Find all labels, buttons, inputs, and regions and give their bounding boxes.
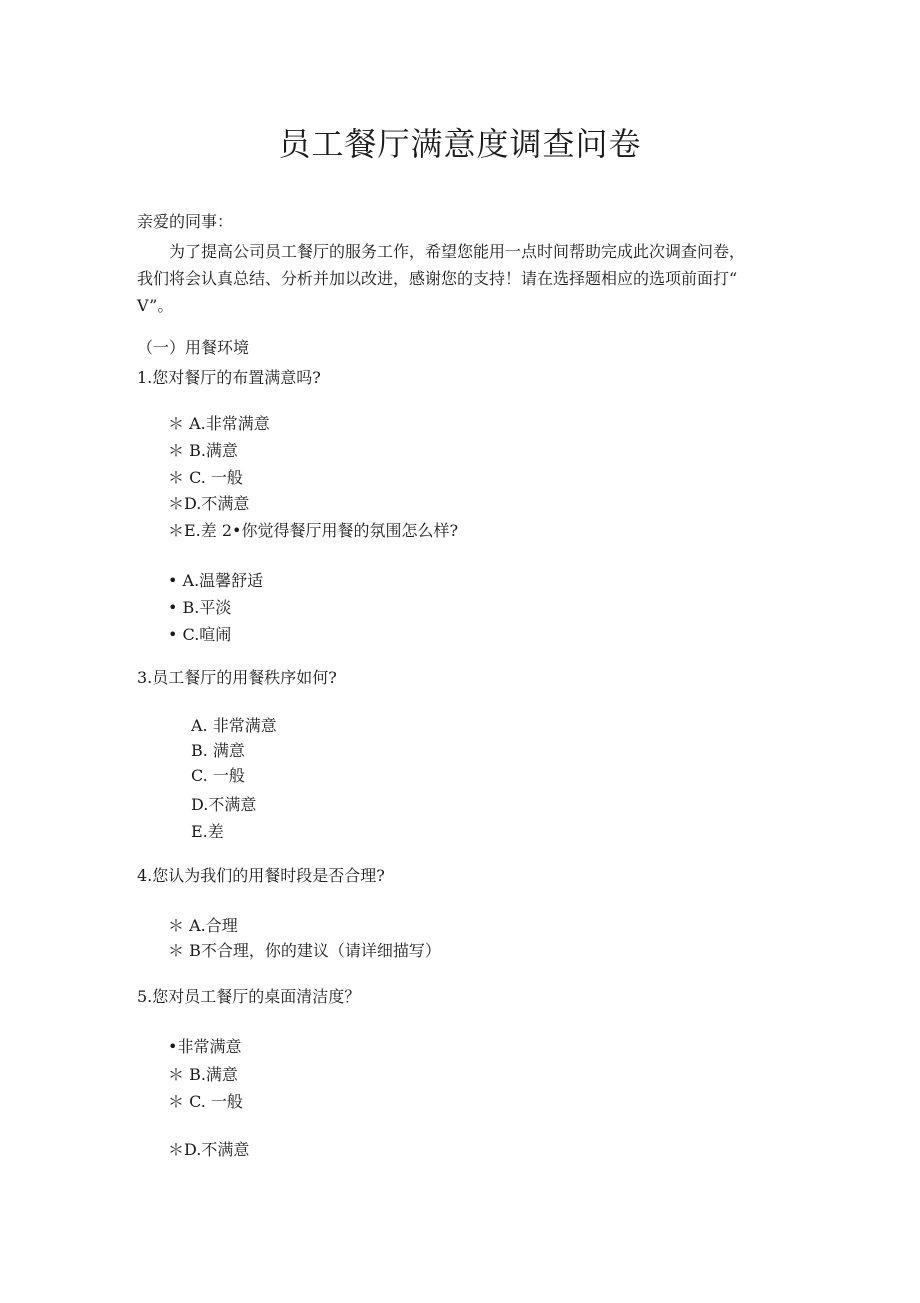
question-1: 1.您对餐厅的布置满意吗? (137, 368, 321, 387)
q5-option-a: •非常满意 (168, 1037, 242, 1056)
q1-option-c: ＊ C. 一般 (168, 468, 243, 487)
q3-option-c: C. 一般 (191, 766, 245, 785)
q5-option-c: ＊ C. 一般 (168, 1092, 243, 1111)
q1-option-d: ＊D.不满意 (168, 494, 250, 513)
q3-option-d: D.不满意 (191, 795, 257, 814)
q4-option-b: ＊ B不合理，你的建议（请详细描写） (168, 941, 441, 960)
question-4: 4.您认为我们的用餐时段是否合理? (137, 866, 385, 885)
question-5: 5.您对员工餐厅的桌面清洁度？ (137, 987, 361, 1006)
q3-option-a: A. 非常满意 (191, 716, 277, 735)
q3-option-b: B. 满意 (191, 741, 245, 760)
q5-option-d: ＊D.不满意 (168, 1140, 250, 1159)
question-3: 3.员工餐厅的用餐秩序如何? (137, 668, 337, 687)
q1-option-e: ＊E.差 2•你觉得餐厅用餐的氛围怎么样? (168, 521, 459, 540)
intro-paragraph: 为了提高公司员工餐厅的服务工作，希望您能用一点时间帮助完成此次调查问卷，我们将会认真总结、分析并加以改进，感谢您的支持！请在选择题相应的选项前面打“ V”。 (137, 242, 746, 315)
greeting: 亲爱的同事： (137, 212, 234, 231)
section-heading: （一）用餐环境 (137, 338, 250, 357)
q5-option-b: ＊ B.满意 (168, 1065, 238, 1084)
page-title: 员工餐厅满意度调查问卷 (278, 125, 642, 163)
q2-option-b: • B.平淡 (168, 598, 232, 617)
q2-option-a: • A.温馨舒适 (168, 571, 264, 590)
q2-option-c: • C.喧闹 (168, 625, 232, 644)
q1-option-b: ＊ B.满意 (168, 441, 238, 460)
q4-option-a: ＊ A.合理 (168, 916, 238, 935)
q1-option-a: ＊ A.非常满意 (168, 414, 270, 433)
q3-option-e: E.差 (191, 822, 224, 841)
